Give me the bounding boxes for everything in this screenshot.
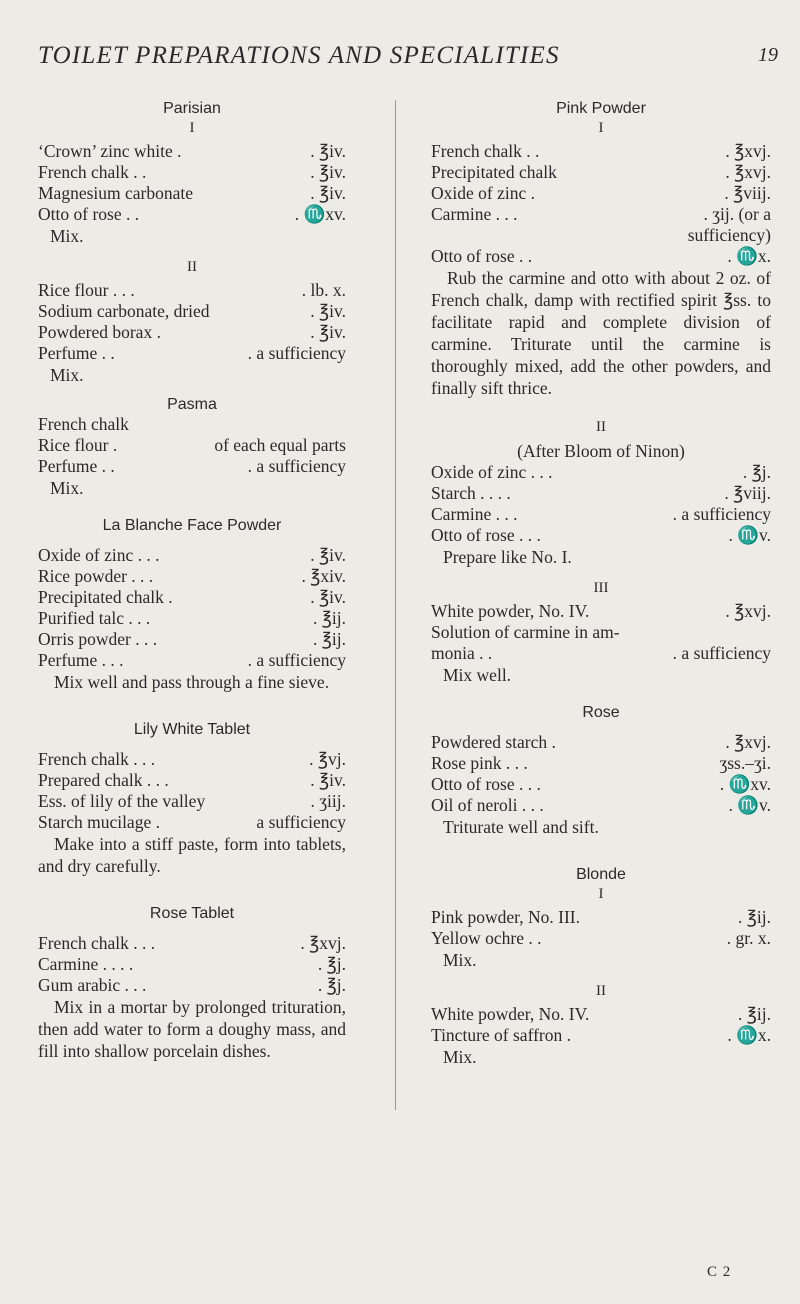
ingredient-row: ‘Crown’ zinc white . . ℥iv. (38, 141, 346, 161)
ingredient-row: Magnesium carbonate . ℥iv. (38, 183, 346, 203)
recipe-heading: Blonde (576, 866, 626, 883)
recipe-heading: Rose Tablet (149, 905, 235, 922)
ingredient-row: Oxide of zinc . . ℥viij. (431, 183, 771, 203)
mix-instruction: Mix. (443, 950, 477, 970)
ingredient-row: Prepared chalk . . . . ℥iv. (38, 770, 346, 790)
signature-mark: C 2 (707, 1264, 732, 1280)
part-numeral: II (187, 259, 197, 275)
part-subtitle: (After Bloom of Ninon) (517, 441, 685, 461)
ingredient-row: Carmine . . . . ʒij. (or a (431, 204, 771, 224)
ingredient-row: Rice flour . of each equal parts (38, 435, 346, 455)
recipe-lily-white (38, 721, 346, 877)
recipe-rose (431, 704, 771, 838)
recipe-blonde (431, 866, 771, 1068)
page-number: 19 (758, 44, 778, 66)
recipe-pasma (38, 396, 346, 499)
ingredient-row: Orris powder . . . . ℥ij. (38, 629, 346, 649)
recipe-heading: La Blanche Face Powder (102, 517, 282, 534)
part-numeral: II (596, 983, 606, 999)
mix-instruction: Mix. (50, 226, 84, 246)
ingredient-row: Precipitated chalk . ℥xvj. (431, 162, 771, 182)
ingredient-row: Purified talc . . . . ℥ij. (38, 608, 346, 628)
mix-instruction: Mix. (50, 478, 84, 498)
recipe-rose-tablet (38, 905, 346, 1062)
right-column (431, 100, 771, 1068)
column-divider (395, 100, 396, 1110)
ingredient-row: Rose pink . . . ʒss.–ʒi. (431, 753, 771, 773)
part-numeral: III (593, 580, 609, 596)
instructions: Mix well and pass through a fine sieve. (54, 672, 330, 692)
ingredient-row: Sodium carbonate, dried . ℥iv. (38, 301, 346, 321)
ingredient-row: French chalk . . . ℥iv. (38, 162, 346, 182)
ingredient-row: Otto of rose . . . . ♏v. (431, 525, 771, 545)
ingredient-row: Precipitated chalk . . ℥iv. (38, 587, 346, 607)
part-numeral: I (598, 120, 604, 136)
ingredient-row: Oxide of zinc . . . . ℥iv. (38, 545, 346, 565)
instructions: Rub the carmine and otto with about 2 oz. of French chalk, damp with rectified spirit ℥ss. to facilitate rapid and complete division of carmine. Triturate until the carmine is thoroughly mixed, add the other powders, and finally sift thrice. (431, 268, 771, 398)
ingredient-row: Powdered starch . . ℥xvj. (431, 732, 771, 752)
ingredient-row: French chalk . . . . ℥vj. (38, 749, 346, 769)
ingredient-row: Ess. of lily of the valley . ʒiij. (38, 791, 346, 811)
ingredient-row: Gum arabic . . . . ℥j. (38, 975, 346, 995)
ingredient-row: French chalk . . . ℥xvj. (431, 141, 771, 161)
ingredient-row: Perfume . . . a sufficiency (38, 456, 346, 476)
part-numeral: II (596, 419, 606, 435)
ingredient-row: Rice powder . . . . ℥xiv. (38, 566, 346, 586)
ingredient-row: Otto of rose . . . . ♏xv. (431, 774, 771, 794)
ingredient-row: monia . . . a sufficiency (431, 643, 771, 663)
ingredient-row: Rice flour . . . . lb. x. (38, 280, 346, 300)
recipe-heading: Rose (582, 704, 620, 721)
recipe-heading: Lily White Tablet (133, 721, 251, 738)
note: Prepare like No. I. (443, 547, 572, 567)
ingredient-row: Oxide of zinc . . . . ℥j. (431, 462, 771, 482)
ingredient-row: Tincture of saffron . . ♏x. (431, 1025, 771, 1045)
ingredient-row: Starch mucilage . a sufficiency (38, 812, 346, 832)
ingredient-row: White powder, No. IV. . ℥ij. (431, 1004, 771, 1024)
ingredient-row: French chalk . . . . ℥xvj. (38, 933, 346, 953)
recipe-heading: Pasma (167, 396, 217, 413)
running-title: TOILET PREPARATIONS AND SPECIALITIES (38, 42, 560, 69)
instructions: Mix in a mortar by prolonged trituration, then add water to form a doughy mass, and fill into shallow porcelain dishes. (38, 997, 346, 1061)
ingredient-row: Starch . . . . . ℥viij. (431, 483, 771, 503)
ingredient-row: Oil of neroli . . . . ♏v. (431, 795, 771, 815)
mix-instruction: Mix well. (443, 665, 512, 685)
ingredient-row: Otto of rose . . . ♏xv. (38, 204, 346, 224)
part-numeral: I (598, 886, 604, 902)
ingredient-row: Perfume . . . a sufficiency (38, 343, 346, 363)
instructions: Make into a stiff paste, form into tablets, and dry carefully. (38, 834, 346, 876)
mix-instruction: Mix. (50, 365, 84, 385)
ingredient-row: Powdered borax . . ℥iv. (38, 322, 346, 342)
note: Triturate well and sift. (443, 817, 599, 837)
ingredient-row: Carmine . . . . . ℥j. (38, 954, 346, 974)
recipe-heading: Parisian (163, 100, 221, 117)
ingredient-row: Carmine . . . . a sufficiency (431, 504, 771, 524)
ingredient-row: Solution of carmine in am- (431, 622, 620, 642)
recipe-heading: Pink Powder (556, 100, 646, 117)
recipe-parisian (38, 100, 346, 386)
left-column (38, 100, 346, 1062)
ingredient-row: sufficiency) (687, 225, 771, 245)
mix-instruction: Mix. (443, 1047, 477, 1067)
ingredient-row: Perfume . . . . a sufficiency (38, 650, 346, 670)
ingredient-row: Pink powder, No. III. . ℥ij. (431, 907, 771, 927)
part-numeral: I (189, 120, 195, 136)
recipe-pink-powder (431, 100, 771, 686)
ingredient-row: White powder, No. IV. . ℥xvj. (431, 601, 771, 621)
ingredient-row: Yellow ochre . . . gr. x. (431, 928, 771, 948)
recipe-la-blanche (38, 517, 346, 693)
ingredient-row: Otto of rose . . . ♏x. (431, 246, 771, 266)
ingredient-row: French chalk (38, 414, 129, 434)
running-header (38, 42, 778, 82)
